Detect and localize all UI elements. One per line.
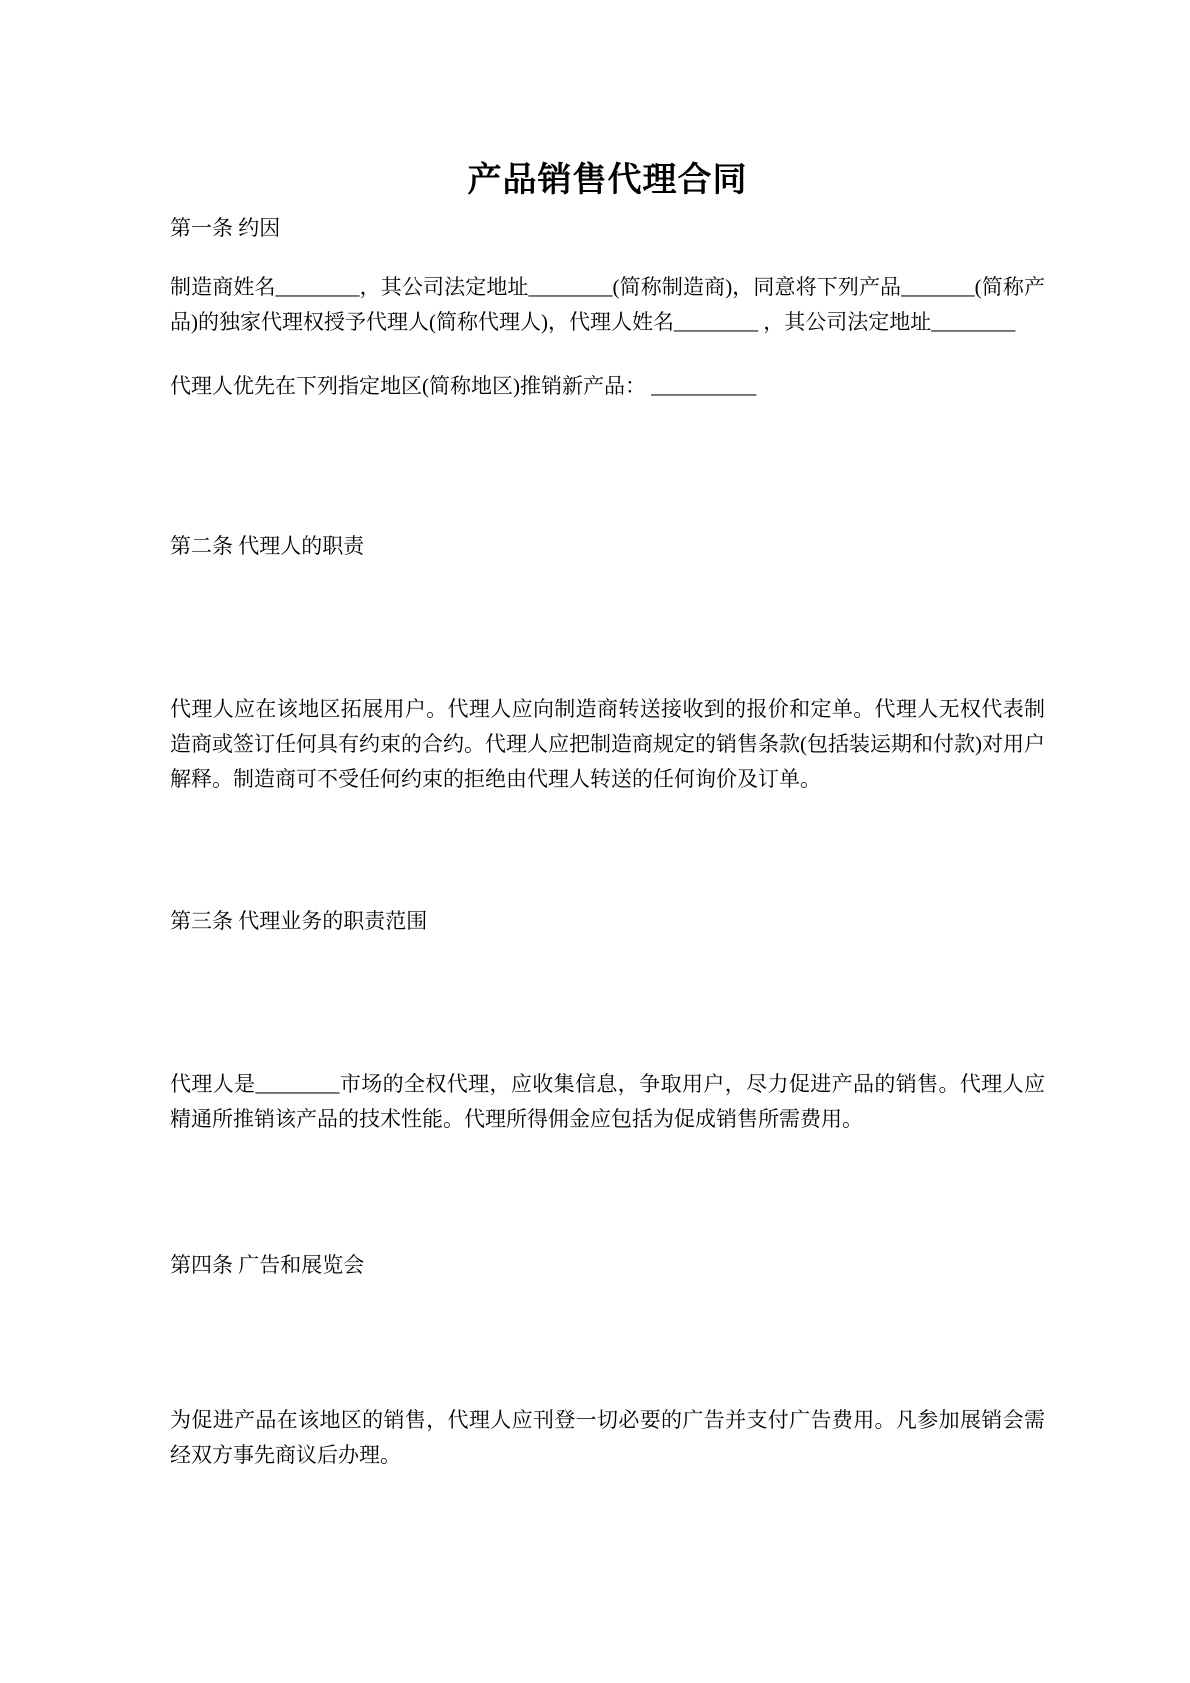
section-article-3: [170, 904, 1045, 1137]
document-title: 产品销售代理合同: [467, 162, 748, 199]
section-1-heading: 第一条 约因: [170, 216, 281, 240]
section-1-paragraph-1: 制造商姓名________，其公司法定地址________(简称制造商)，同意将下列产品_______(简称产品)的独家代理权授予代理人(简称代理人)，代理人姓名________ ，其公司法定地址________: [170, 275, 1045, 334]
section-article-1: [170, 211, 1045, 404]
section-article-2: [170, 529, 1045, 797]
section-1-paragraph-2: 代理人优先在下列指定地区(简称地区)推销新产品： __________: [170, 374, 757, 398]
section-2-paragraph-1: 代理人应在该地区拓展用户。代理人应向制造商转送接收到的报价和定单。代理人无权代表制造商或签订任何具有约束的合约。代理人应把制造商规定的销售条款(包括装运期和付款)对用户解释。制造商可不受任何约束的拒绝由代理人转送的任何询价及订单。: [170, 697, 1045, 791]
section-4-paragraph-1: 为促进产品在该地区的销售，代理人应刊登一切必要的广告并支付广告费用。凡参加展销会需经双方事先商议后办理。: [170, 1408, 1045, 1467]
section-article-4: [170, 1248, 1045, 1473]
section-3-paragraph-1: 代理人是________市场的全权代理，应收集信息，争取用户，尽力促进产品的销售。代理人应精通所推销该产品的技术性能。代理所得佣金应包括为促成销售所需费用。: [170, 1072, 1045, 1131]
section-4-heading: 第四条 广告和展览会: [170, 1253, 365, 1277]
section-3-heading: 第三条 代理业务的职责范围: [170, 909, 428, 933]
section-2-heading: 第二条 代理人的职责: [170, 534, 365, 558]
